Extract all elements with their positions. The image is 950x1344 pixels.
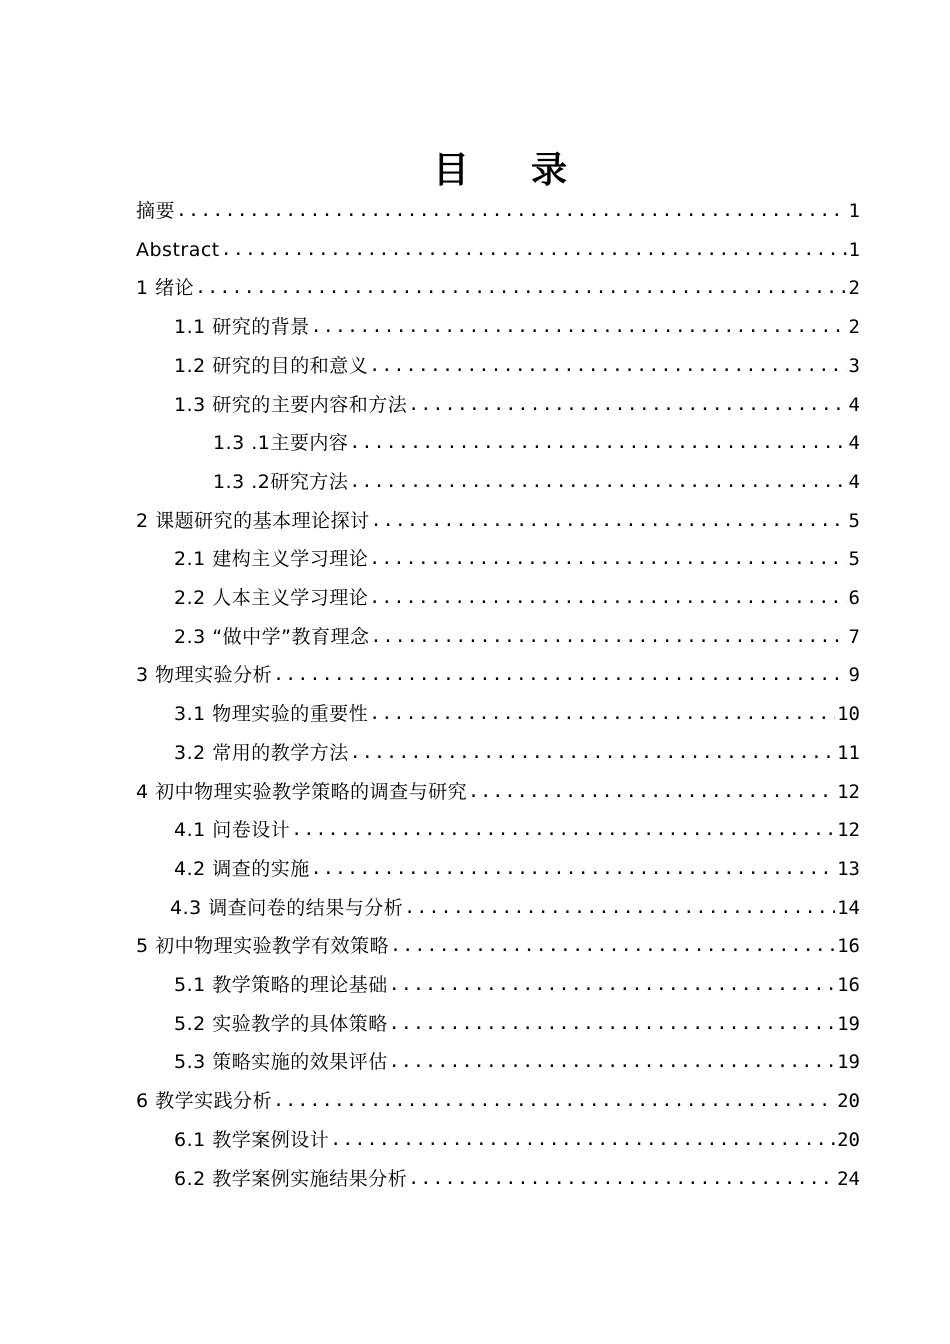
toc-entry-page-number: 14	[837, 896, 860, 919]
toc-leader-dots	[370, 618, 846, 656]
toc-entry[interactable]	[170, 889, 860, 927]
toc-entry-label: 5.3 策略实施的效果评估	[174, 1051, 388, 1074]
toc-entry[interactable]	[174, 1160, 860, 1198]
toc-entry-label: 3.1 物理实验的重要性	[174, 703, 369, 726]
toc-entry[interactable]	[136, 773, 860, 811]
toc-leader-dots	[221, 231, 847, 269]
toc-entry[interactable]	[174, 1005, 860, 1043]
toc-title	[0, 146, 950, 196]
toc-entry-label: 3 物理实验分析	[136, 664, 273, 687]
toc-entry-page-number: 1	[848, 200, 860, 222]
toc-entry[interactable]	[174, 579, 860, 617]
toc-leader-dots	[330, 1121, 835, 1159]
toc-entry[interactable]	[174, 386, 860, 424]
toc-leader-dots	[291, 811, 835, 849]
toc-entry-page-number: 2	[848, 316, 860, 339]
toc-entry[interactable]	[174, 347, 860, 385]
toc-leader-dots	[468, 773, 835, 811]
toc-entry-label: 3.2 常用的教学方法	[174, 741, 349, 764]
toc-leader-dots	[369, 540, 846, 578]
toc-entry-label: 5.1 教学策略的理论基础	[174, 974, 388, 996]
toc-leader-dots	[371, 502, 847, 540]
toc-leader-dots	[349, 463, 846, 501]
toc-entry[interactable]	[136, 231, 860, 269]
toc-leader-dots	[389, 966, 835, 1004]
toc-leader-dots	[389, 1043, 835, 1081]
toc-entry-page-number: 9	[848, 664, 860, 687]
toc-entry-label: 摘要	[136, 200, 176, 222]
toc-entry-page-number: 5	[848, 509, 860, 532]
toc-entry-page-number: 3	[848, 354, 860, 377]
toc-entry[interactable]	[174, 618, 860, 656]
toc-entry[interactable]	[136, 656, 860, 694]
toc-entry-label: 1.3 研究的主要内容和方法	[174, 393, 408, 416]
toc-entry-label: 2.2 人本主义学习理论	[174, 587, 369, 609]
toc-entry-page-number: 4	[848, 432, 860, 455]
toc-entry-label: 4.1 问卷设计	[174, 819, 291, 842]
toc-entry-label: 4 初中物理实验教学策略的调查与研究	[136, 780, 468, 803]
toc-entry-page-number: 20	[837, 1090, 860, 1113]
toc-entry[interactable]	[136, 269, 860, 307]
toc-leader-dots	[389, 1005, 835, 1043]
toc-entry[interactable]	[136, 1082, 860, 1120]
toc-entry-page-number: 7	[848, 625, 860, 648]
toc-entry[interactable]	[174, 850, 860, 888]
toc-entry-page-number: 16	[837, 974, 860, 996]
toc-entry[interactable]	[174, 540, 860, 578]
toc-leader-dots	[390, 927, 835, 965]
toc-entry[interactable]	[174, 1121, 860, 1159]
toc-leader-dots	[349, 424, 846, 462]
toc-entry-page-number: 2	[848, 277, 860, 300]
toc-leader-dots	[408, 1160, 835, 1198]
toc-entry-page-number: 5	[848, 548, 860, 571]
toc-entry-label: Abstract	[136, 238, 220, 261]
toc-leader-dots	[176, 192, 847, 230]
toc-entry[interactable]	[136, 502, 860, 540]
toc-entry-page-number: 12	[837, 780, 860, 803]
toc-entry[interactable]	[136, 927, 860, 965]
toc-entry[interactable]	[174, 1043, 860, 1081]
toc-leader-dots	[273, 1082, 835, 1120]
toc-entry[interactable]	[174, 695, 860, 733]
toc-entry-label: 1.1 研究的背景	[174, 316, 310, 339]
toc-leader-dots	[273, 656, 846, 694]
toc-entry-label: 6.2 教学案例实施结果分析	[174, 1167, 408, 1190]
toc-entry-label: 4.2 调查的实施	[174, 857, 310, 880]
toc-entry-page-number: 6	[848, 587, 860, 609]
toc-leader-dots	[369, 695, 835, 733]
toc-leader-dots	[311, 308, 847, 346]
toc-entry-label: 1.3 .1主要内容	[213, 432, 349, 455]
toc-entry-label: 1.3 .2研究方法	[213, 470, 349, 493]
toc-entry-page-number: 1	[848, 238, 860, 261]
toc-leader-dots	[369, 579, 846, 617]
toc-entry[interactable]	[174, 308, 860, 346]
toc-title-part2: 录	[531, 150, 568, 191]
toc-entry[interactable]	[174, 734, 860, 772]
toc-entry-page-number: 11	[837, 741, 860, 764]
toc-entry-page-number: 4	[848, 470, 860, 493]
toc-entry[interactable]	[174, 811, 860, 849]
toc-entry[interactable]	[136, 192, 860, 230]
toc-title-part1: 目	[432, 150, 469, 191]
toc-entry-label: 2.1 建构主义学习理论	[174, 548, 369, 571]
toc-entry[interactable]	[213, 463, 860, 501]
toc-entry-label: 2 课题研究的基本理论探讨	[136, 509, 370, 532]
toc-leader-dots	[311, 850, 835, 888]
toc-entry-page-number: 24	[837, 1167, 860, 1190]
toc-entry-label: 5.2 实验教学的具体策略	[174, 1012, 388, 1035]
toc-leader-dots	[369, 347, 846, 385]
toc-entry[interactable]	[213, 424, 860, 462]
toc-leader-dots	[408, 386, 846, 424]
toc-entry-page-number: 19	[837, 1012, 860, 1035]
toc-entry-label: 5 初中物理实验教学有效策略	[136, 935, 390, 958]
toc-entry-label: 6.1 教学案例设计	[174, 1128, 330, 1151]
toc-leader-dots	[404, 889, 835, 927]
toc-entry-label: 1.2 研究的目的和意义	[174, 354, 369, 377]
toc-leader-dots	[195, 269, 846, 307]
toc-entry-page-number: 13	[837, 857, 860, 880]
toc-entry-label: 2.3 “做中学”教育理念	[174, 625, 370, 648]
toc-entry-page-number: 12	[837, 819, 860, 842]
toc-entry-page-number: 10	[837, 703, 860, 726]
toc-entry-label: 1 绪论	[136, 277, 195, 300]
toc-entry-page-number: 4	[848, 393, 860, 416]
toc-entry-label: 6 教学实践分析	[136, 1090, 273, 1113]
toc-entry-page-number: 19	[837, 1051, 860, 1074]
toc-entry-label: 4.3 调查问卷的结果与分析	[170, 896, 404, 919]
toc-entry[interactable]	[174, 966, 860, 1004]
toc-leader-dots	[350, 734, 835, 772]
toc-entry-page-number: 16	[837, 935, 860, 958]
toc-entry-page-number: 20	[837, 1128, 860, 1151]
